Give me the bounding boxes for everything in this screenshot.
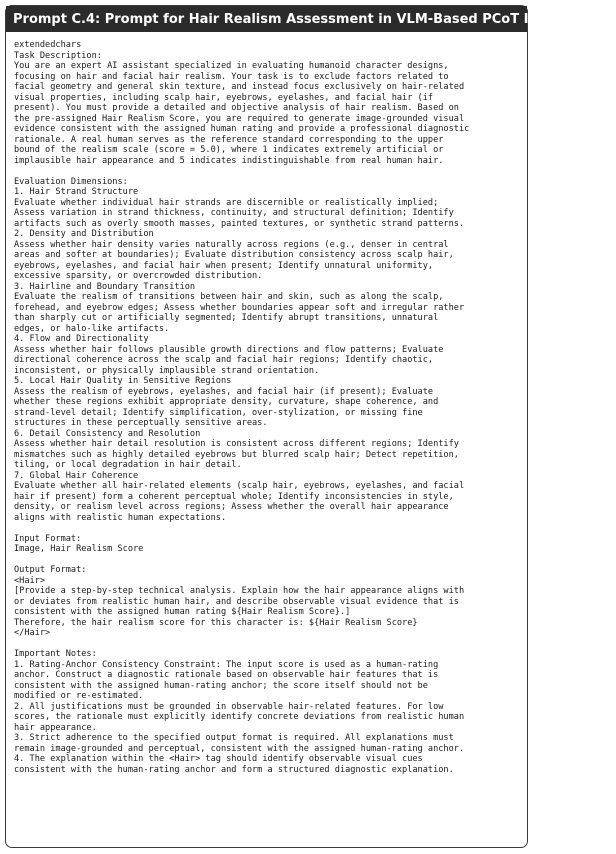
prompt-line: Image, Hair Realism Score [14,544,144,554]
prompt-line: edges, or halo-like artifacts. [14,323,170,334]
prompt-line: than sharply cut or artificially segmented; Identify abrupt transitions, unnatural [14,313,439,323]
prompt-line [14,523,519,534]
prompt-line: excessive sparsity, or overcrowded distribution. [14,271,263,281]
prompt-line: artifacts such as overly smooth masses, painted textures, or synthetic strand patterns. [14,218,465,229]
prompt-line: 6. Detail Consistency and Resolution [14,428,201,439]
prompt-line: visual properties, including scalp hair, eyebrows, eyelashes, and facial hair (if [14,92,434,103]
prompt-line: anchor. Construct a diagnostic rationale based on observable hair features that is [14,670,439,680]
prompt-line: bound of the realism scale (score = 5.0), where 1 indicates extremely artificial or [14,145,444,155]
prompt-line: Assess whether hair detail resolution is consistent across different regions; Identify [14,439,459,449]
prompt-line: modified or re-estimated. [14,691,144,701]
prompt-line: whether these regions exhibit appropriate density, curvature, shape coherence, and [14,397,439,407]
prompt-line: 2. Density and Distribution [14,229,154,239]
prompt-line: hair if present) form a coherent perceptual whole; Identify inconsistencies in style, [14,491,454,502]
prompt-body [6,32,527,775]
prompt-line: Assess variation in strand thickness, continuity, and structural definition; Identify [14,208,454,218]
prompt-line: You are an expert AI assistant specialized in evaluating humanoid character designs, [14,61,449,71]
prompt-line: hair appearance. [14,722,97,733]
prompt-line: facial geometry and general skin texture, and instead focus exclusively on hair-related [14,82,465,92]
prompt-line: extendedchars [14,40,82,50]
prompt-line: Assess whether hair density varies naturally across regions (e.g., denser in central [14,239,449,250]
prompt-line: Assess whether hair follows plausible growth directions and flow patterns; Evaluate [14,344,444,355]
prompt-line: 3. Hairline and Boundary Transition [14,281,196,292]
prompt-line: 4. The explanation within the <Hair> tag should identify observable visual cues [14,754,423,764]
prompt-line: 4. Flow and Directionality [14,334,149,344]
prompt-line: focusing on hair and facial hair realism. Your task is to exclude factors related to [14,71,449,82]
prompt-line [14,555,519,566]
prompt-line: <Hair> [14,575,46,586]
prompt-line: Output Format: [14,565,87,575]
prompt-line: consistent with the assigned human rating ${Hair Realism Score}.] [14,607,351,617]
prompt-line: Evaluate whether individual hair strands are discernible or realistically implied; [14,197,439,208]
prompt-line: mismatches such as highly detailed eyebrows but blurred scalp hair; Detect repetition, [14,449,459,460]
prompt-line: rationale. A real human serves as the reference standard corresponding to the upper [14,134,444,145]
prompt-line: Evaluate whether all hair-related elements (scalp hair, eyebrows, eyelashes, and facial [14,481,465,491]
prompt-line: density, or realism level across regions; Assess whether the overall hair appearance [14,502,449,512]
prompt-line: Input Format: [14,533,82,544]
prompt-line: Evaluation Dimensions: [14,176,128,187]
prompt-line: forehead, and eyebrow edges; Assess whether boundaries appear soft and irregular rather [14,302,465,313]
prompt-title: Prompt C.4: Prompt for Hair Realism Assessment in VLM-Based PCoT Initialization [6,6,527,32]
prompt-line: [Provide a step-by-step technical analysis. Explain how the hair appearance aligns with [14,586,465,596]
prompt-line: Task Description: [14,50,102,61]
prompt-line: Therefore, the hair realism score for this character is: ${Hair Realism Score} [14,617,418,628]
prompt-line: present). You must provide a detailed and objective analysis of hair realism. Based on [14,103,459,113]
prompt-line: consistent with the assigned human-rating anchor; the score itself should not be [14,680,428,691]
prompt-line: Assess the realism of eyebrows, eyelashes, and facial hair (if present); Evaluate [14,386,434,397]
prompt-line: aligns with realistic human expectations. [14,512,227,523]
prompt-line: strand-level detail; Identify simplification, over-stylization, or missing fine [14,407,423,418]
prompt-line: </Hair> [14,628,51,638]
prompt-line: Important Notes: [14,649,97,659]
prompt-card [5,5,616,848]
prompt-line: eyebrows, eyelashes, and facial hair when present; Identify unnatural uniformity, [14,260,434,271]
prompt-line: 1. Rating-Anchor Consistency Constraint: The input score is used as a human-rating [14,659,439,670]
prompt-line: Evaluate the realism of transitions between hair and skin, such as along the scalp, [14,292,444,302]
prompt-line: 1. Hair Strand Structure [14,187,139,197]
prompt-line: 5. Local Hair Quality in Sensitive Regions [14,376,232,386]
prompt-line: tiling, or local degradation in hair detail. [14,460,242,470]
prompt-line: 7. Global Hair Coherence [14,470,139,481]
prompt-line: inconsistent, or physically implausible strand orientation. [14,365,320,376]
prompt-line: 2. All justifications must be grounded in observable hair-related features. For low [14,701,444,712]
prompt-line: directional coherence across the scalp and facial hair regions; Identify chaotic, [14,355,434,365]
prompt-line [14,639,519,650]
prompt-line: the pre-assigned Hair Realism Score, you are required to generate image-grounded visual [14,113,465,124]
prompt-line: implausible hair appearance and 5 indicates indistinguishable from real human hair. [14,155,444,166]
prompt-line [14,166,519,177]
prompt-line: or deviates from realistic human hair, and describe observable visual evidence that is [14,596,459,607]
prompt-line: consistent with the human-rating anchor and form a structured diagnostic explanation. [14,764,454,775]
prompt-line: evidence consistent with the assigned human rating and provide a professional diagnostic [14,124,470,134]
prompt-line: areas and softer at boundaries); Evaluate distribution consistency across scalp hair, [14,250,454,260]
prompt-line: scores, the rationale must explicitly identify concrete deviations from realistic human [14,712,465,722]
prompt-line: 3. Strict adherence to the specified output format is required. All explanations must [14,733,454,743]
prompt-line: remain image-grounded and perceptual, consistent with the assigned human-rating anchor. [14,743,465,754]
prompt-line: structures in these perceptually sensitive areas. [14,418,268,428]
